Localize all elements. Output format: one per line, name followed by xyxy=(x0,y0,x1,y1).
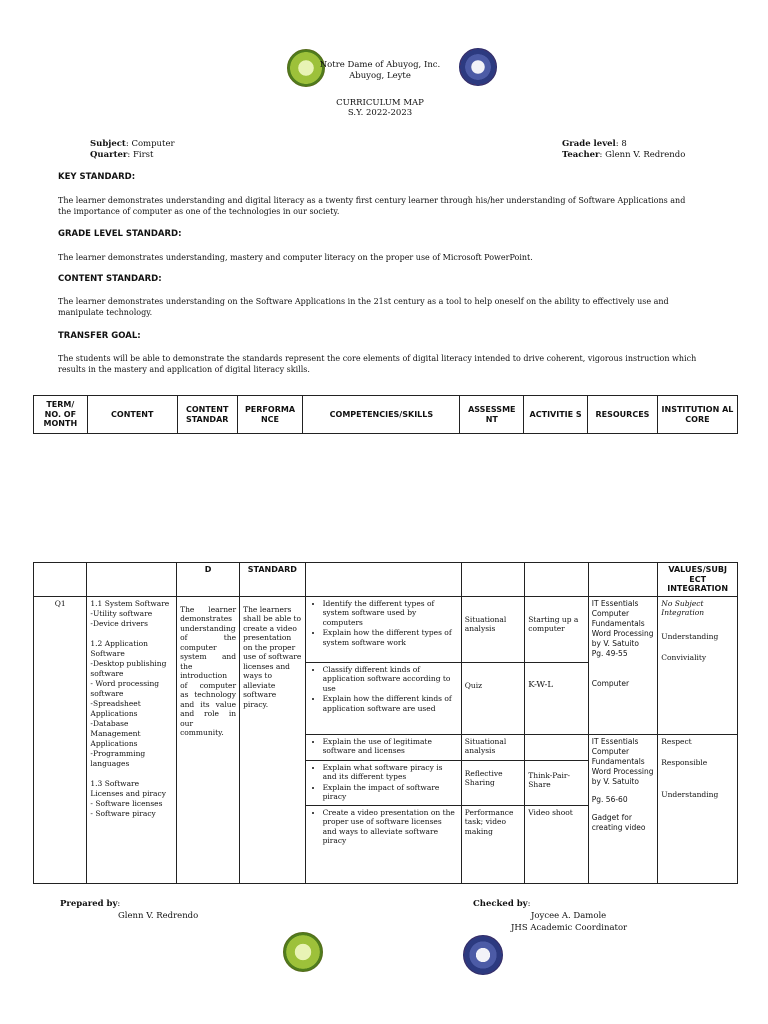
values-item: Understanding xyxy=(661,789,719,799)
content-system-software: 1.1 System Software -Utility software -Device drivers xyxy=(90,598,170,628)
checked-name: Joycee A. Damole xyxy=(531,911,607,921)
col-term: TERM/ NO. OF MONTH xyxy=(34,396,88,434)
resource-cell xyxy=(588,734,658,883)
values-item: Responsible xyxy=(661,758,708,767)
school-seal-logo-footer xyxy=(283,932,323,972)
col-content-standard-cont: D xyxy=(177,563,240,597)
document-title: CURRICULUM MAP xyxy=(336,98,424,108)
curriculum-table xyxy=(33,562,738,884)
grade-teacher-block: Grade level: 8 Teacher: Glenn V. Redrendo xyxy=(562,139,686,160)
content-application-software: 1.2 Application Software -Desktop publishing software - Word processing software -Spreadsheet Applications -Database Management Applications -Programming languages xyxy=(90,638,167,768)
term-cell: Q1 xyxy=(34,596,87,883)
grade-level-standard-heading: GRADE LEVEL STANDARD: xyxy=(58,229,182,239)
subject-quarter-block: Subject: Computer Quarter: First xyxy=(90,139,175,160)
col-performance: PERFORMA NCE xyxy=(237,396,303,434)
competency-item: • Explain how the different types of system software work xyxy=(323,628,458,647)
resource-book: IT Essentials Computer Fundamentals Word Processing by V. Satuito xyxy=(591,736,654,786)
competency-item: • Explain the use of legitimate software and licenses xyxy=(323,737,458,756)
grade-label: Grade level xyxy=(562,139,616,149)
checked-title: JHS Academic Coordinator xyxy=(511,923,628,933)
values-cell xyxy=(658,596,738,734)
grade-value: 8 xyxy=(621,139,627,149)
content-standard-text: The learner demonstrates understanding on the Software Applications in the 21st century as a tool to help oneself on the ability to effectively use and manipulate technology. xyxy=(58,297,669,317)
prepared-label: Prepared by xyxy=(60,899,118,909)
competency-item: • Explain what software piracy is and its different types xyxy=(323,763,458,782)
competency-cell xyxy=(305,596,461,662)
quarter-value: First xyxy=(132,150,154,160)
school-location: Abuyog, Leyte xyxy=(349,71,411,81)
resource-pages: Pg. 49-55 xyxy=(591,648,628,658)
competency-cell xyxy=(305,734,461,760)
school-name: Notre Dame of Abuyog, Inc. xyxy=(319,60,441,70)
values-item: No Subject Integration xyxy=(661,598,705,617)
col-competencies: COMPETENCIES/SKILLS xyxy=(303,396,460,434)
resource-book: IT Essentials Computer Fundamentals Word Processing by V. Satuito xyxy=(591,598,654,648)
content-cell xyxy=(87,596,177,883)
col-institutional-core: INSTITUTION AL CORE xyxy=(657,396,737,434)
assessment-cell: Reflective Sharing xyxy=(461,760,524,805)
activity-cell: Starting up a computer xyxy=(525,596,588,662)
prepared-by-block: Prepared by: Glenn V. Redrendo xyxy=(60,899,199,921)
col-performance-cont: STANDARD xyxy=(240,563,306,597)
prepared-name: Glenn V. Redrendo xyxy=(118,911,199,921)
values-item: Respect xyxy=(661,736,692,746)
competency-item: • Create a video presentation on the proper use of software licenses and ways to alleviate software piracy xyxy=(323,808,458,846)
col-content: CONTENT xyxy=(87,396,177,434)
resource-extra: Computer xyxy=(591,678,630,688)
resource-cell xyxy=(588,596,658,734)
competency-cell xyxy=(305,805,461,883)
deped-seal-logo xyxy=(459,48,497,86)
col-resources: RESOURCES xyxy=(588,396,658,434)
competency-item: • Explain how the different kinds of application software are used xyxy=(323,694,458,713)
competency-item: • Classify different kinds of application software according to use xyxy=(323,665,458,694)
subject-value: Computer xyxy=(131,139,175,149)
school-year: S.Y. 2022-2023 xyxy=(347,108,413,118)
values-cell xyxy=(658,734,738,883)
key-standard-heading: KEY STANDARD: xyxy=(58,172,136,182)
col-assessment: ASSESSME NT xyxy=(460,396,524,434)
teacher-label: Teacher xyxy=(562,150,600,160)
checked-by-block: Checked by: Joycee A. Damole JHS Academic Coordinator xyxy=(473,899,628,933)
subject-label: Subject xyxy=(90,139,126,149)
competency-cell xyxy=(305,760,461,805)
assessment-cell: Performance task; video making xyxy=(461,805,524,883)
values-item: Conviviality xyxy=(661,653,707,662)
col-content-standard: CONTENT STANDAR xyxy=(177,396,237,434)
competency-cell xyxy=(305,662,461,734)
document-title-block xyxy=(300,98,460,118)
assessment-cell: Situational analysis xyxy=(461,596,524,662)
transfer-goal-heading: TRANSFER GOAL: xyxy=(58,331,141,341)
assessment-cell: Situational analysis xyxy=(461,734,524,760)
deped-seal-logo-footer xyxy=(463,935,503,975)
activity-cell: Think-Pair-Share xyxy=(525,760,588,805)
activity-cell: Video shoot xyxy=(525,805,588,883)
content-licenses-piracy: 1.3 Software Licenses and piracy - Software licenses - Software piracy xyxy=(90,778,166,818)
quarter-label: Quarter xyxy=(90,150,128,160)
activity-cell: K-W-L xyxy=(525,662,588,734)
values-item: Understanding xyxy=(661,631,719,641)
competency-item: • Identify the different types of system software used by computers xyxy=(323,599,458,628)
content-standard-heading: CONTENT STANDARD: xyxy=(58,274,162,284)
assessment-cell: Quiz xyxy=(461,662,524,734)
col-values-integration: VALUES/SUBJ ECT INTEGRATION xyxy=(658,563,738,597)
school-heading xyxy=(310,60,450,82)
resource-extra: Gadget for creating video xyxy=(591,812,646,832)
table-row xyxy=(34,596,738,662)
key-standard-text: The learner demonstrates understanding and digital literacy as a twenty first century learner through his/her understanding of Software Applications and the importance of computer as one of the technologies in our society. xyxy=(58,196,686,216)
curriculum-table-header xyxy=(33,395,738,434)
transfer-goal-text: The students will be able to demonstrate the standards represent the core elements of digital literacy intended to drive coherent, vigorous instruction which results in the mastery and application of digital literacy skills. xyxy=(58,354,697,374)
col-activities: ACTIVITIE S xyxy=(524,396,588,434)
teacher-value: Glenn V. Redrendo xyxy=(605,150,686,160)
content-standard-cell: The learner demonstrates understanding of the computer system and the introduction of computer as technology and its value and role in our community. xyxy=(177,596,240,883)
competency-item: • Explain the impact of software piracy xyxy=(323,783,458,802)
checked-label: Checked by xyxy=(473,899,528,909)
resource-pages: Pg. 56-60 xyxy=(591,794,628,804)
grade-level-standard-text: The learner demonstrates understanding, mastery and computer literacy on the proper use of Microsoft PowerPoint. xyxy=(58,253,533,262)
performance-standard-cell: The learners shall be able to create a video presentation on the proper use of software licenses and ways to alleviate software piracy. xyxy=(240,596,306,883)
